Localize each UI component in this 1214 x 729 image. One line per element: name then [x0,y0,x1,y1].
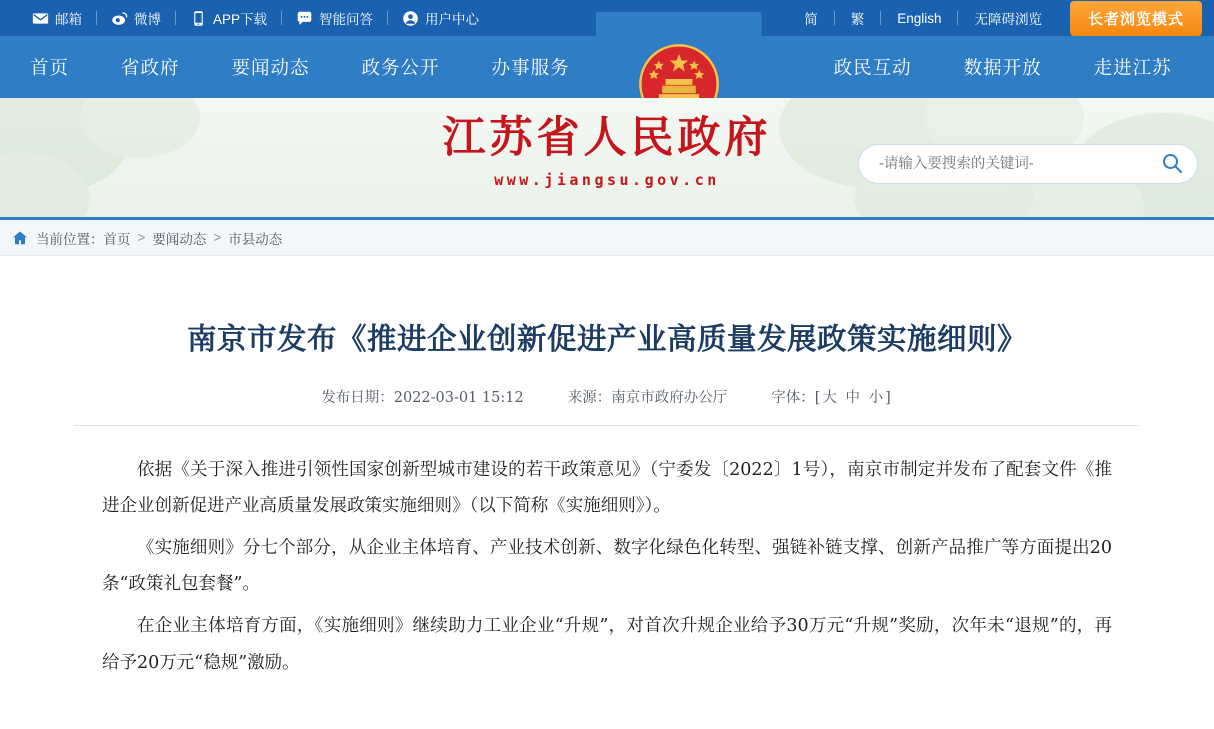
article [59,256,1155,681]
topbar-item-label: 智能问答 [319,12,374,27]
nav-item-provincial-government[interactable]: 省政府 [121,57,180,78]
font-size-label: 字体： [771,389,815,406]
topbar-item-mail[interactable] [18,8,96,28]
breadcrumb-item-news[interactable]: 要闻动态 [152,231,207,247]
nav-item-interaction[interactable]: 政民互动 [833,57,912,78]
article-paragraph: 依据《关于深入推进引领性国家创新型城市建设的若干政策意见》（宁委发〔2022〕1号），南京市制定并发布了配套文件《推进企业创新促进产业高质量发展政策实施细则》（以下简称《实施细则》）。 [102,459,1112,516]
emblem-container [596,36,762,98]
site-banner [0,98,1214,220]
topbar-item-smart-qa[interactable] [282,8,387,28]
article-paragraph: 《实施细则》分七个部分，从企业主体培育、产业技术创新、数字化绿色化转型、强链补链支撑、创新产品推广等方面提出20条“政策礼包套餐”。 [102,538,1112,595]
chat-bubble-icon [296,10,313,27]
phone-icon [190,10,207,27]
article-title: 南京市发布《推进企业创新促进产业高质量发展政策实施细则》 [186,322,1027,356]
topbar-item-app-download[interactable] [176,8,281,28]
nav-item-news[interactable]: 要闻动态 [231,57,310,78]
nav-item-open-data[interactable]: 数据开放 [963,57,1042,78]
publish-date-label: 发布日期： [321,389,394,406]
breadcrumb [0,220,1214,256]
font-size-control[interactable] [771,386,893,407]
topbar-left-group [18,8,493,28]
topbar-item-weibo[interactable] [97,8,175,28]
nav-left-group [0,54,596,80]
site-url: www.jiangsu.gov.cn [494,171,720,190]
weibo-icon [111,10,128,27]
lang-traditional-button[interactable]: 繁 [850,12,865,27]
publish-date-value: 2022-03-01 15:12 [393,389,524,406]
mail-icon [32,10,49,27]
source-value: 南京市政府办公厅 [611,389,728,406]
user-icon [402,10,419,27]
page-title: 江苏省人民政府 [442,113,772,163]
nav-item-services[interactable]: 办事服务 [491,57,570,78]
breadcrumb-separator: > [213,230,222,245]
breadcrumb-label: 当前位置： [36,231,104,247]
search-box[interactable] [858,144,1198,184]
lang-english-button[interactable]: English [897,10,942,26]
article-body [102,426,1112,681]
accessibility-browse-button[interactable]: 无障碍浏览 [974,12,1042,27]
nav-item-government-affairs[interactable]: 政务公开 [361,57,440,78]
article-paragraph: 在企业主体培育方面，《实施细则》继续助力工业企业“升规”，对首次升规企业给予30万元“升规”奖励，次年未“退规”的，再给予20万元“稳规”激励。 [102,616,1112,673]
topbar-item-user-center[interactable] [388,8,493,28]
article-source [568,386,728,407]
nav-item-home[interactable]: 首页 [30,57,70,78]
topbar-item-label: 邮箱 [55,12,82,27]
nav-right-group [762,54,1214,80]
home-icon [12,230,28,246]
breadcrumb-item-home[interactable]: 首页 [103,231,131,247]
topbar-item-label: 用户中心 [425,12,480,27]
breadcrumb-item-city-news[interactable]: 市县动态 [228,231,283,247]
nav-item-about-jiangsu[interactable]: 走进江苏 [1093,57,1172,78]
search-button[interactable] [1155,147,1189,181]
page-content [0,256,1214,681]
publish-date [321,386,524,407]
article-meta [59,386,1155,407]
topbar-item-label: APP下载 [213,12,268,27]
search-input[interactable] [877,155,1155,173]
search-icon [1160,151,1184,178]
font-size-options[interactable]: [大 中 小] [814,389,893,406]
source-label: 来源： [567,389,612,406]
main-navigation [0,36,1214,98]
breadcrumb-separator: > [137,230,146,245]
topbar-right-group [788,1,1202,36]
elder-mode-button[interactable]: 长者浏览模式 [1070,1,1202,36]
lang-simplified-button[interactable]: 简 [804,12,818,27]
topbar-item-label: 微博 [134,12,161,27]
